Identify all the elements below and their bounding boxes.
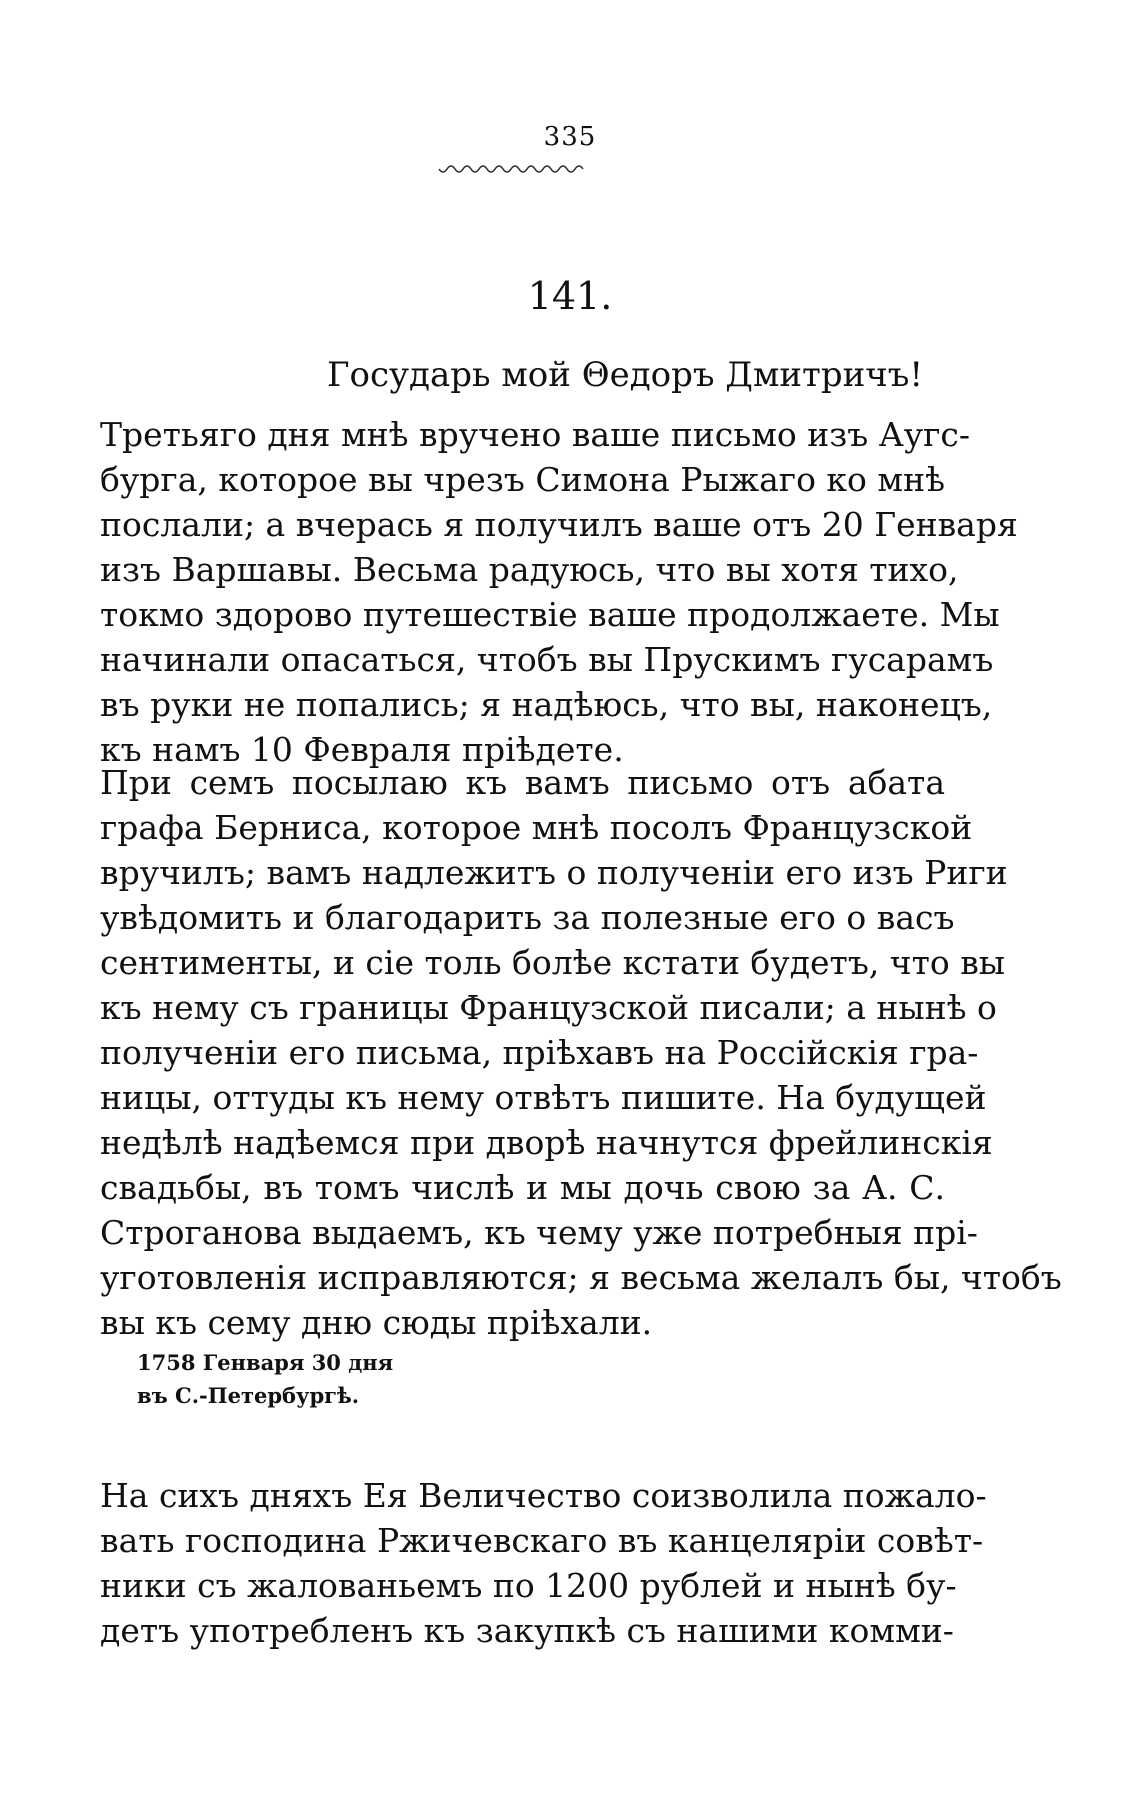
text-line: графа Берниса, которое мнѣ посолъ Французской (100, 808, 973, 847)
page-number: 335 (543, 122, 597, 152)
text-line: Третьяго дня мнѣ вручено ваше письмо изъ Аугс- (100, 415, 971, 454)
text-line: детъ употребленъ къ закупкѣ съ нашими комми- (100, 1611, 954, 1650)
text-line: въ руки не попались; я надѣюсь, что вы, наконецъ, (100, 685, 993, 724)
text-line: вручилъ; вамъ надлежитъ о полученіи его изъ Риги (100, 853, 1008, 892)
text-line: свадьбы, въ томъ числѣ и мы дочь свою за А. С. (100, 1168, 945, 1207)
text-line: Строганова выдаемъ, къ чему уже потребныя прі- (100, 1213, 978, 1252)
text-line: къ намъ 10 Февраля пріѣдете. (100, 730, 624, 769)
date-line: 1758 Генваря 30 дня (137, 1350, 394, 1375)
text-line: недѣлѣ надѣемся при дворѣ начнутся фрейлинскія (100, 1123, 993, 1162)
text-line: полученіи его письма, пріѣхавъ на Россійскія гра- (100, 1033, 979, 1072)
text-line: уготовленія исправляются; я весьма желалъ бы, чтобъ (100, 1258, 1062, 1297)
text-line: При семъ посылаю къ вамъ письмо отъ абата (100, 763, 945, 802)
paragraph-1 (100, 412, 1018, 772)
place-line: въ С.-Петербургѣ. (137, 1383, 360, 1408)
text-line: ники съ жалованьемъ по 1200 рублей и нынѣ бу- (100, 1566, 957, 1605)
paragraph-2 (100, 760, 1062, 1345)
letter-number: 141. (527, 274, 613, 318)
text-line: сентименты, и сіе толь болѣе кстати будетъ, что вы (100, 943, 1006, 982)
text-line: ницы, оттуды къ нему отвѣтъ пишите. На будущей (100, 1078, 987, 1117)
decorative-wavy-rule (437, 164, 587, 178)
text-line: увѣдомить и благодарить за полезные его о васъ (100, 898, 955, 937)
text-line: послали; а вчерась я получилъ ваше отъ 20 Генваря (100, 505, 1018, 544)
text-line: вать господина Ржичевскаго въ канцеляріи совѣт- (100, 1521, 984, 1560)
paragraph-3 (100, 1473, 987, 1653)
salutation: Государь мой Θедоръ Дмитричъ! (327, 355, 924, 395)
text-line: начинали опасаться, чтобъ вы Прускимъ гусарамъ (100, 640, 994, 679)
text-line: вы къ сему дню сюды пріѣхали. (100, 1303, 653, 1342)
text-line: изъ Варшавы. Весьма радуюсь, что вы хотя тихо, (100, 550, 959, 589)
text-line: къ нему съ границы Французской писали; а нынѣ о (100, 988, 997, 1027)
text-line: токмо здорово путешествіе ваше продолжаете. Мы (100, 595, 1000, 634)
text-line: На сихъ дняхъ Ея Величество соизволила пожало- (100, 1476, 987, 1515)
text-line: бурга, которое вы чрезъ Симона Рыжаго ко мнѣ (100, 460, 945, 499)
